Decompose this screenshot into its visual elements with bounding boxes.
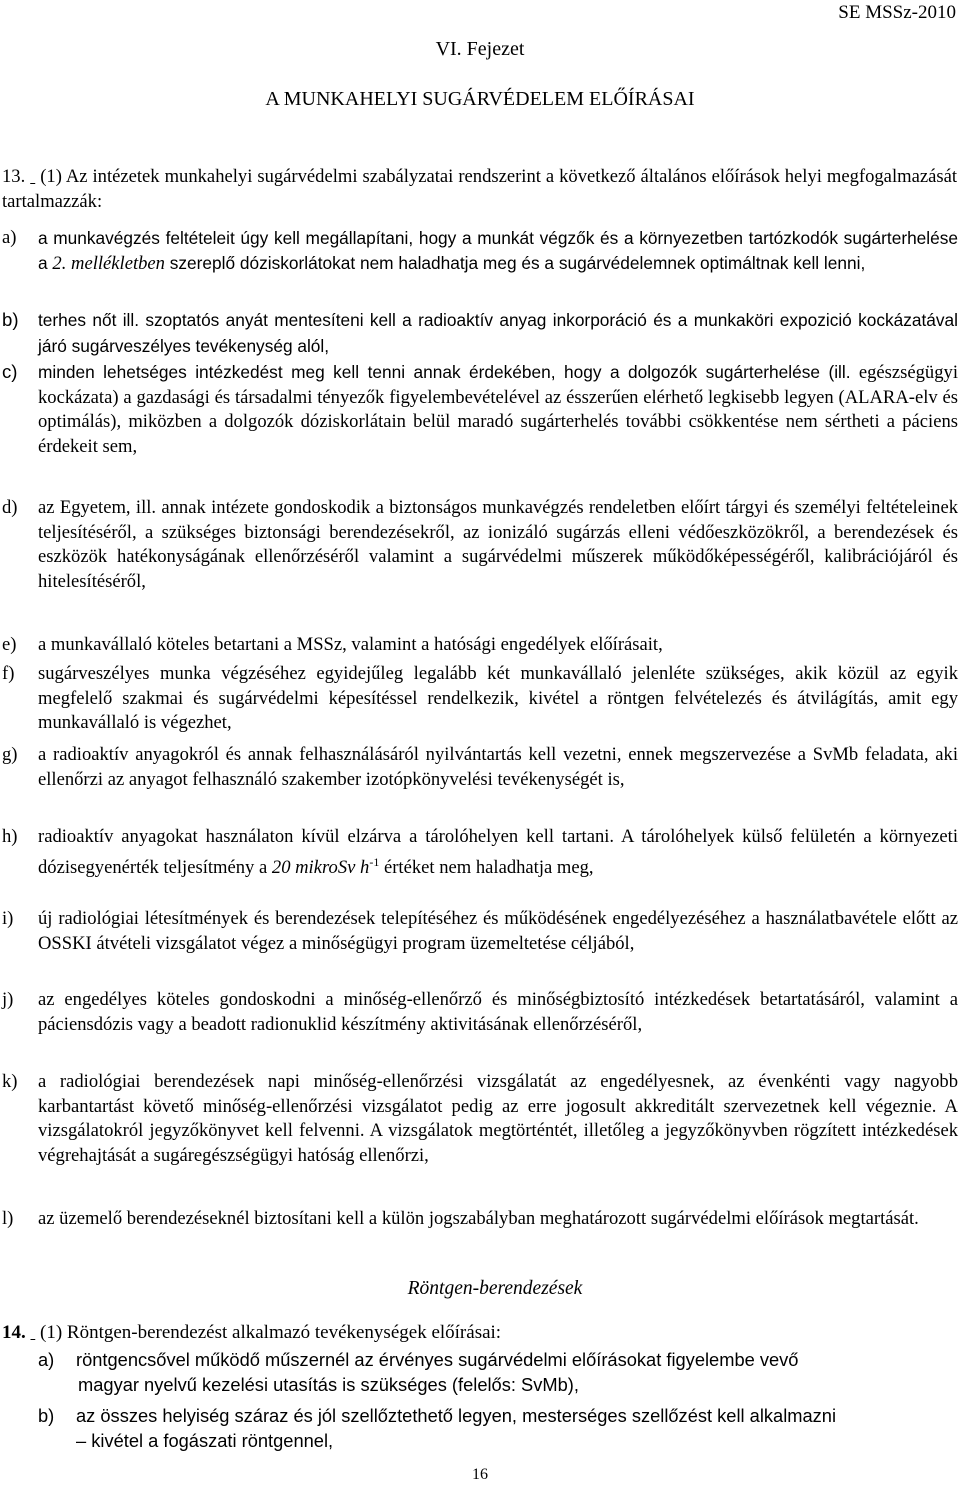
item-text: a radioaktív anyagokról és annak felhasználásáról nyilvántartás kell vezetni, ennek megszervezése a SvMb feladata, aki ellenőrzi az anyagot felhasználó szakember izotópkönyvelési tevékenységét is, [38, 744, 958, 790]
item-text-part: minden lehetséges intézkedést meg kell tenni annak érdekében, hogy a dolgozók sugárterhelése (ill. [38, 362, 851, 382]
item-text-part: szoptatós anyát mentesíteni kell a radioaktív anyag inkorporáció és a munkaköri expozició kockázatával járó sugárveszélyes tevékenység alól, [38, 310, 959, 356]
section-13-intro [2, 165, 957, 214]
item-text: a munkavállaló köteles betartani a MSSz, valamint a hatósági engedélyek előírásait, [38, 634, 663, 655]
item-label: b) [2, 309, 19, 330]
item-label: f) [2, 663, 15, 684]
list-item-13-e [0, 633, 958, 658]
item-text [38, 308, 958, 359]
item-label: a) [2, 227, 17, 248]
list-item-13-c [0, 360, 958, 459]
item-text-line: – kivétel a fogászati röntgennel, [76, 1429, 334, 1451]
item-text [38, 360, 958, 459]
annex-reference: 2. mellékletben [52, 252, 165, 274]
item-text: az Egyetem, ill. annak intézete gondoskodik a biztonságos munkavégzés rendeletben előírt tárgyi és személyi feltételeinek teljesítéséről, a szükséges biztonsági berendezésekről, az ionizáló sugárzás elleni védőeszközökről, a berendezések és eszközök hatékonyságának ellenőrzéséről valamint a sugárvédelmi műszerek működőképességéről, kalibrációjáról és hitelesítéséről, [38, 497, 958, 592]
item-text: sugárveszélyes munka végzéséhez egyidejűleg legalább két munkavállaló jelenléte szükséges, akik közül az egyik megfelelő szakmai és sugárvédelmi képesítéssel rendelkezik, kivétel a röntgen felvételezés és átvilágítás, amit egy munkavállaló is végezhet, [38, 663, 958, 733]
item-text: az engedélyes köteles gondoskodni a minőség-ellenőrző és minőségbiztosító intézkedések betartatásáról, valamint a páciensdózis vagy a beadott radionuklid készítmény aktivitásának ellenőrzéséről, [38, 989, 958, 1035]
list-item-13-h [0, 825, 958, 880]
item-text [38, 226, 958, 276]
section-intro-text: (1) Az intézetek munkahelyi sugárvédelmi szabályzatai rendszerint a következő általános előírások helyi megfogalmazását tartalmazzák: [2, 166, 957, 212]
item-label: j) [2, 989, 14, 1010]
document-code: SE MSSz-2010 [838, 2, 956, 23]
list-item-13-g [0, 743, 958, 792]
item-text-line: magyar nyelvű kezelési utasítás is szükséges (felelős: SvMb), [78, 1373, 579, 1395]
list-item-14-b [0, 1404, 922, 1453]
item-label: e) [2, 634, 17, 655]
item-label: d) [2, 497, 18, 518]
item-text [76, 1348, 922, 1397]
item-text-part: egészségügyi kockázata) a gazdasági és társadalmi tényezők figyelembevételével az ésszerűen elérhető legkisebb legyen (ALARA-elv és optimálás), miközben a dolgozók dóziskorlátain belül maradó sugárterhelés további csökkentése nem sértheti a páciens érdekeit sem, [38, 362, 958, 457]
list-item-13-k [0, 1070, 958, 1168]
dose-rate-exponent: -1 [369, 854, 380, 869]
item-label: g) [2, 744, 18, 765]
list-item-13-i [0, 907, 958, 956]
dose-rate-value: 20 mikroSv h [271, 856, 370, 878]
item-label: h) [2, 826, 18, 847]
item-label: b) [38, 1405, 55, 1426]
list-item-13-b [0, 308, 958, 359]
item-text-part: a munkavégzés feltételeit úgy kell megállapítani, hogy a munkát végzők és a környezetben tartózkodók sugárterhelése a [38, 228, 958, 273]
list-item-13-f [0, 662, 958, 736]
list-item-14-a [0, 1348, 922, 1397]
item-text: új radiológiai létesítmények és berendezések telepítéséhez és működésének engedélyezéséhez a használatbavétele előtt az OSSKI átvételi vizsgálatot végez a minőségügyi program üzemeltetése céljából, [38, 908, 958, 954]
list-item-13-j [0, 988, 958, 1037]
item-text-part: terhes nőt ill. [38, 310, 140, 330]
list-item-13-d [0, 496, 958, 594]
item-text [76, 1404, 922, 1453]
section-intro-text: (1) Röntgen-berendezést alkalmazó tevékenységek előírásai: [40, 1322, 502, 1343]
item-label: l) [2, 1208, 14, 1229]
item-text [38, 825, 958, 880]
item-label: i) [2, 908, 14, 929]
item-text: az üzemelő berendezéseknél biztosítani kell a külön jogszabályban meghatározott sugárvédelmi előírások megtartását. [38, 1208, 919, 1229]
chapter-number: VI. Fejezet [435, 38, 525, 60]
item-text-line: az összes helyiség száraz és jól szellőztethető legyen, mesterséges szellőzést kell alkalmazni [76, 1405, 837, 1426]
item-label: a) [38, 1349, 55, 1370]
section-number: 13. [2, 166, 26, 187]
item-text-part: szereplő dóziskorlátokat nem haladhatja meg és a sugárvédelemnek optimáltnak kell lenni, [164, 252, 866, 273]
chapter-title: A MUNKAHELYI SUGÁRVÉDELEM ELŐÍRÁSAI [265, 88, 695, 110]
section-14-intro [2, 1322, 501, 1344]
subsection-heading: Röntgen-berendezések [407, 1278, 583, 1299]
item-label: k) [2, 1071, 18, 1092]
item-text-part: értéket nem haladhatja meg, [379, 856, 594, 878]
item-label: c) [2, 361, 18, 382]
list-item-13-a [0, 226, 958, 276]
section-number: 14. [2, 1322, 26, 1343]
item-text-line: röntgencsővel működő műszernél az érvényes sugárvédelmi előírásokat figyelembe vevő [76, 1349, 799, 1370]
list-item-13-l [0, 1207, 958, 1232]
section-link-marker [30, 166, 35, 187]
page-number: 16 [472, 1466, 488, 1483]
item-text: a radiológiai berendezések napi minőség-ellenőrzési vizsgálatát az engedélyesnek, az évenkénti vagy nagyobb karbantartást követő minőség-ellenőrzési vizsgálatot pedig az erre jogosult akkreditált szervezetnek kell végeznie. A vizsgálatokról jegyzőkönyvet kell felvenni. A vizsgálatok megtörténtét, illetőleg a jegyzőkönyvben rögzített intézkedések végrehajtását a sugáregészségügyi hatóság ellenőrzi, [38, 1071, 958, 1166]
section-link-marker [31, 1322, 36, 1343]
item-text-part: radioaktív anyagokat használaton kívül elzárva a tárolóhelyen kell tartani. A tárolóhelyek külső felületén a környezeti dózisegyenérték teljesítmény a [38, 826, 958, 878]
